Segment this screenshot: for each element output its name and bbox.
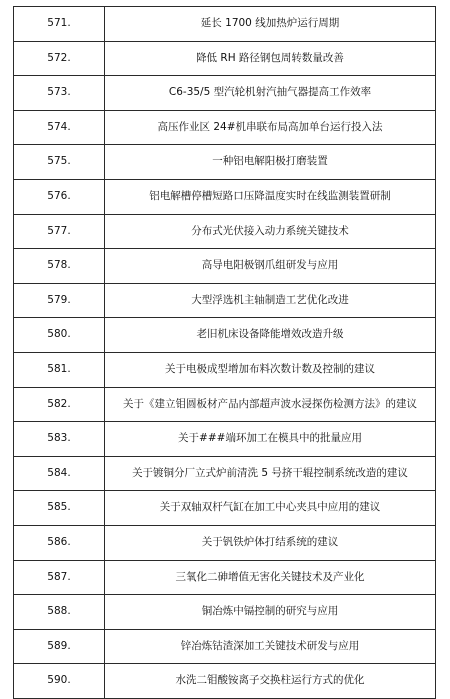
row-title: 高压作业区 24#机串联布局高加单台运行投入法 [105,110,436,145]
table-row [14,7,436,42]
row-number: 576. [14,179,105,214]
row-number: 577. [14,214,105,249]
table-row [14,179,436,214]
table-row [14,352,436,387]
table-body [14,7,436,699]
row-title: 关于###端环加工在模具中的批量应用 [105,422,436,457]
row-number: 571. [14,7,105,42]
table-row [14,456,436,491]
table-row [14,249,436,284]
table-row [14,491,436,526]
row-title: 大型浮选机主轴制造工艺优化改进 [105,283,436,318]
row-title: 铜冶炼中镉控制的研究与应用 [105,595,436,630]
row-number: 572. [14,41,105,76]
row-title: 锌冶炼钴渣深加工关键技术研发与应用 [105,629,436,664]
table-row [14,214,436,249]
row-number: 580. [14,318,105,353]
row-number: 585. [14,491,105,526]
row-title: 分布式光伏接入动力系统关键技术 [105,214,436,249]
table-row [14,145,436,180]
row-number: 584. [14,456,105,491]
project-list-table [13,6,436,699]
row-number: 574. [14,110,105,145]
table-row [14,110,436,145]
row-title: 关于双轴双杆气缸在加工中心夹具中应用的建议 [105,491,436,526]
table-row [14,629,436,664]
row-number: 588. [14,595,105,630]
row-title: 关于电极成型增加布料次数计数及控制的建议 [105,352,436,387]
table-row [14,387,436,422]
row-title: 关于镀铜分厂立式炉前清洗 5 号挤干辊控制系统改造的建议 [105,456,436,491]
row-title: 关于钒铁炉体打结系统的建议 [105,525,436,560]
row-title: 延长 1700 线加热炉运行周期 [105,7,436,42]
row-number: 581. [14,352,105,387]
row-number: 579. [14,283,105,318]
table-row [14,283,436,318]
row-title: 铝电解槽停槽短路口压降温度实时在线监测装置研制 [105,179,436,214]
row-title: 一种铝电解阳极打磨装置 [105,145,436,180]
table-row [14,422,436,457]
row-number: 582. [14,387,105,422]
row-title: 水洗二钼酸铵离子交换柱运行方式的优化 [105,664,436,699]
row-number: 578. [14,249,105,284]
row-title: C6-35/5 型汽轮机射汽抽气器提高工作效率 [105,76,436,111]
row-number: 590. [14,664,105,699]
row-number: 575. [14,145,105,180]
table-row [14,76,436,111]
table-row [14,595,436,630]
row-number: 573. [14,76,105,111]
row-title: 老旧机床设备降能增效改造升级 [105,318,436,353]
row-title: 高导电阳极钢爪组研发与应用 [105,249,436,284]
row-number: 587. [14,560,105,595]
table-row [14,525,436,560]
row-title: 关于《建立钼圆板材产品内部超声波水浸探伤检测方法》的建议 [105,387,436,422]
table-row [14,664,436,699]
row-title: 三氧化二砷增值无害化关键技术及产业化 [105,560,436,595]
table-row [14,41,436,76]
row-title: 降低 RH 路径钢包周转数量改善 [105,41,436,76]
table-row [14,318,436,353]
row-number: 589. [14,629,105,664]
row-number: 586. [14,525,105,560]
row-number: 583. [14,422,105,457]
table-row [14,560,436,595]
